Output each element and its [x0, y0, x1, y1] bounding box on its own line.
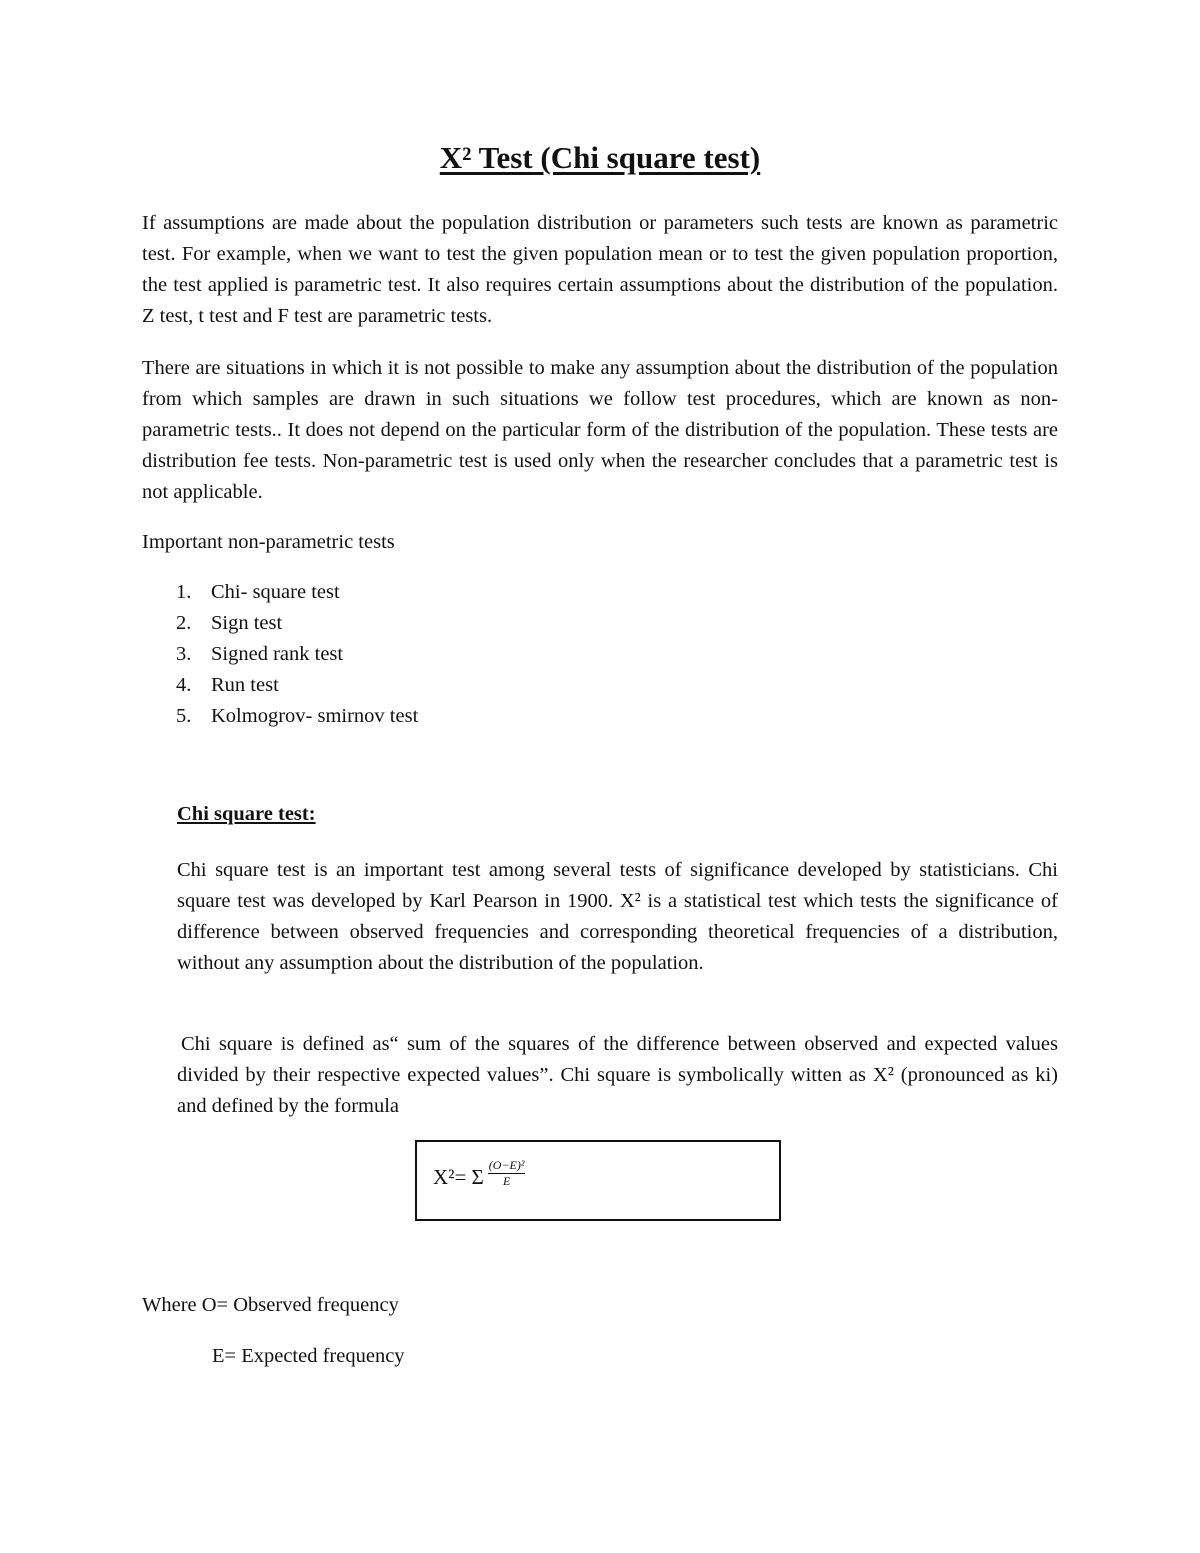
page-title: X² Test (Chi square test): [439, 140, 761, 175]
where-expected: E= Expected frequency: [212, 1345, 405, 1367]
section-heading: Chi square test:: [177, 803, 316, 825]
list-item-text: Kolmogrov- smirnov test: [211, 705, 419, 727]
where-observed: Where O= Observed frequency: [142, 1294, 399, 1316]
paragraph-list-intro: Important non-parametric tests: [142, 531, 395, 553]
formula-numerator: (O−E)²: [488, 1158, 525, 1172]
paragraph-chi-square-definition: Chi square is defined as“ sum of the squares of the difference between observed and expected values divided by their respective expected values”. Chi square is symbolically witten as X² (pronounced as ki) and defined by the formula: [177, 1033, 1058, 1117]
list-item-text: Run test: [211, 674, 279, 696]
list-item-text: Chi- square test: [211, 581, 340, 603]
formula-lhs: X²= Ʃ: [433, 1165, 484, 1189]
formula-box: [415, 1140, 781, 1221]
list-item: [176, 608, 418, 639]
list-item: [176, 577, 418, 608]
list-item-text: Signed rank test: [211, 643, 344, 665]
formula-fraction: [488, 1158, 526, 1189]
list-item: [176, 639, 418, 670]
list-item: [176, 670, 418, 701]
paragraph-non-parametric: There are situations in which it is not possible to make any assumption about the distribution of the population from which samples are drawn in such situations we follow test procedures, which are known as non-parametric tests.. It does not depend on the particular form of the distribution of the population. These tests are distribution fee tests. Non-parametric test is used only when the researcher concludes that a parametric test is not applicable.: [142, 357, 1058, 503]
list-item: [176, 701, 418, 732]
list-item-number: 4.: [176, 674, 192, 696]
list-item-number: 2.: [176, 612, 192, 634]
non-parametric-tests-list: [176, 577, 418, 732]
chi-square-formula: [433, 1158, 525, 1193]
paragraph-parametric: If assumptions are made about the population distribution or parameters such tests are known as parametric test. For example, when we want to test the given population mean or to test the given population proportion, the test applied is parametric test. It also requires certain assumptions about the distribution of the population. Z test, t test and F test are parametric tests.: [142, 212, 1058, 327]
paragraph-chi-square-intro: Chi square test is an important test among several tests of significance developed by statisticians. Chi square test was developed by Karl Pearson in 1900. X² is a statistical test which tests the significance of difference between observed frequencies and corresponding theoretical frequencies of a distribution, without any assumption about the distribution of the population.: [177, 859, 1058, 974]
list-item-number: 5.: [176, 705, 192, 727]
list-item-number: 3.: [176, 643, 192, 665]
list-item-text: Sign test: [211, 612, 283, 634]
formula-denominator: E: [502, 1174, 511, 1188]
list-item-number: 1.: [176, 581, 192, 603]
